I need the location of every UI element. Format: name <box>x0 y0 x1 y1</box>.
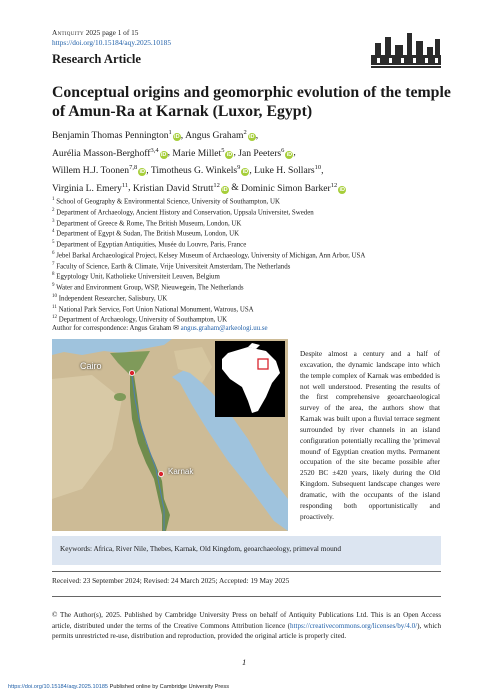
mail-icon: ✉ <box>173 325 179 332</box>
cairo-marker <box>129 370 134 375</box>
affiliation: $^{12}$ Department of Archaeology, University of Southampton, UK <box>52 315 228 324</box>
licence-link[interactable]: https://creativecommons.org/licenses/by/4.0/ <box>290 621 418 630</box>
keywords: Keywords: Africa, River Nile, Thebes, Karnak, Old Kingdom, geoarchaeology, primeval mound <box>60 544 342 553</box>
orcid-icon[interactable]: iD <box>222 186 228 193</box>
author: Aurélia Masson-Berghoff$^{3,4}$iD <box>52 146 167 159</box>
email-link[interactable]: angus.graham@arkeologi.uu.se <box>180 325 268 332</box>
article-title: Conceptual origins and geomorphic evolution of the temple of Amun-Ra at Karnak (Luxor, Egypt) <box>52 84 451 120</box>
author: Luke H. Sollars$^{10}$ <box>254 163 322 177</box>
affiliation: $^8$ Egyptology Unit, Katholieke Universiteit Leuven, Belgium <box>52 272 220 281</box>
orcid-icon[interactable]: iD <box>226 151 233 158</box>
abstract: Despite almost a century and a half of excavation, the dynamic landscape into which the temple complex of Karnak was embedded is not well understood. Presenting the results of the first comprehensive geoarchaeological survey of the area, the authors show that Karnak was built upon a fluvial terrace segment surrounded by river channels in an island configuration potentially recalling the 'primeval mound' of Egyptian creation myths. Permanent occupation of the site became possible after 2520 BC ±420 years, likely during the Old Kingdom. Subsequent landscape changes were dramatic, with the occupants of the island responding both opportunistically and proactively. <box>300 350 440 521</box>
footer-doi-link[interactable]: https://doi.org/10.15184/aqy.2025.10185 <box>8 684 109 690</box>
affiliation: $^7$ Faculty of Science, Earth & Climate, Vrije Universiteit Amsterdam, The Netherlands <box>52 261 291 270</box>
affiliation: $^1$ School of Geography & Environmental Science, University of Southampton, UK <box>52 197 280 206</box>
article-type: Research Article <box>52 52 141 66</box>
doi-link[interactable]: https://doi.org/10.15184/aqy.2025.10185 <box>52 37 171 47</box>
orcid-icon[interactable]: iD <box>339 186 345 193</box>
karnak-label: Karnak <box>168 467 194 476</box>
divider <box>52 571 441 572</box>
author: Kristian David Strutt$^{12}$iD <box>132 181 228 194</box>
affiliation: $^6$ Jebel Barkal Archaeological Project, Kelsey Museum of Archaeology, University of Michigan, Ann Arbor, USA <box>52 250 366 260</box>
licence-text: © The Author(s), 2025. Published by Cambridge University Press on behalf of Antiquity Publications Ltd. This is an Open Access article, distributed under the terms of the Creative Commons Attribution licence (https://creativecommons.org/licenses/by/4.0/), which permits unrestricted re-use, distribution and reproduction, provided the original article is properly cited. <box>52 611 441 641</box>
author: Angus Graham$^2$iD <box>185 129 255 142</box>
orcid-icon[interactable]: iD <box>139 169 145 176</box>
orcid-icon[interactable]: iD <box>242 169 249 176</box>
divider <box>52 596 441 597</box>
dates: Received: 23 September 2024; Revised: 24 March 2025; Accepted: 19 May 2025 <box>52 576 290 585</box>
author: Jan Peeters$^6$iD <box>238 146 293 159</box>
orcid-icon[interactable]: iD <box>286 151 293 158</box>
orcid-icon[interactable]: iD <box>248 134 255 141</box>
karnak-marker <box>158 471 163 476</box>
africa-inset <box>215 341 285 417</box>
orcid-icon[interactable]: iD <box>160 151 167 158</box>
publisher-logo <box>367 25 445 72</box>
affiliation: $^2$ Department of Archaeology, Ancient History and Conservation, Uppsala Universitet, Sweden <box>52 207 314 217</box>
orcid-icon[interactable]: iD <box>174 134 180 141</box>
author-list: Benjamin Thomas Pennington$^1$iD, Angus Graham$^2$iD, Aurélia Masson-Berghoff$^{3,4}$iD, Marie Millet$^5$iD, Jan Peeters$^6$iD, Willem H.J. Toonen$^{7,8}$iD, Timotheus G. Winkels$^9$iD, Luke H. Sollars$^{10}$, Virginia L. Emery$^{11}$, Kristian David Strutt$^{12}$iD & Dominic Simon Barker$^{12}$iD <box>52 129 345 194</box>
author: Timotheus G. Winkels$^9$iD <box>150 163 249 177</box>
correspondence: Author for correspondence: Angus Graham ✉ angus.graham@arkeologi.uu.se <box>52 325 268 332</box>
page-number: 1 <box>242 657 247 667</box>
footer: https://doi.org/10.15184/aqy.2025.10185 Published online by Cambridge University Press <box>8 684 229 690</box>
affiliation: $^9$ Water and Environment Group, WSP, Nieuwegein, The Netherlands <box>52 283 244 292</box>
author: Dominic Simon Barker$^{12}$iD <box>241 181 345 194</box>
cairo-label: Cairo <box>80 361 102 371</box>
journal-name: Antiquity <box>52 28 84 37</box>
author: Virginia L. Emery$^{11}$ <box>52 181 129 194</box>
affiliation: $^5$ Department of Egyptian Antiquities, Musée du Louvre, Paris, France <box>52 240 247 249</box>
author: Willem H.J. Toonen$^{7,8}$iD <box>52 163 145 177</box>
issue-info: 2025 page 1 of 15 <box>85 28 139 37</box>
affiliation: $^{10}$ Independent Researcher, Salisbury, UK <box>52 293 168 303</box>
journal-header <box>52 28 171 47</box>
author: Marie Millet$^5$iD <box>172 146 233 159</box>
affiliation: $^{11}$ National Park Service, Fort Union National Monument, Watrous, USA <box>52 304 254 313</box>
affiliations <box>52 196 472 333</box>
affiliation: $^4$ Department of Egypt & Sudan, The British Museum, London, UK <box>52 229 240 238</box>
affiliation: $^3$ Department of Greece & Rome, The British Museum, London, UK <box>52 218 242 227</box>
author: Benjamin Thomas Pennington$^1$iD <box>52 129 180 142</box>
location-map <box>52 339 288 531</box>
